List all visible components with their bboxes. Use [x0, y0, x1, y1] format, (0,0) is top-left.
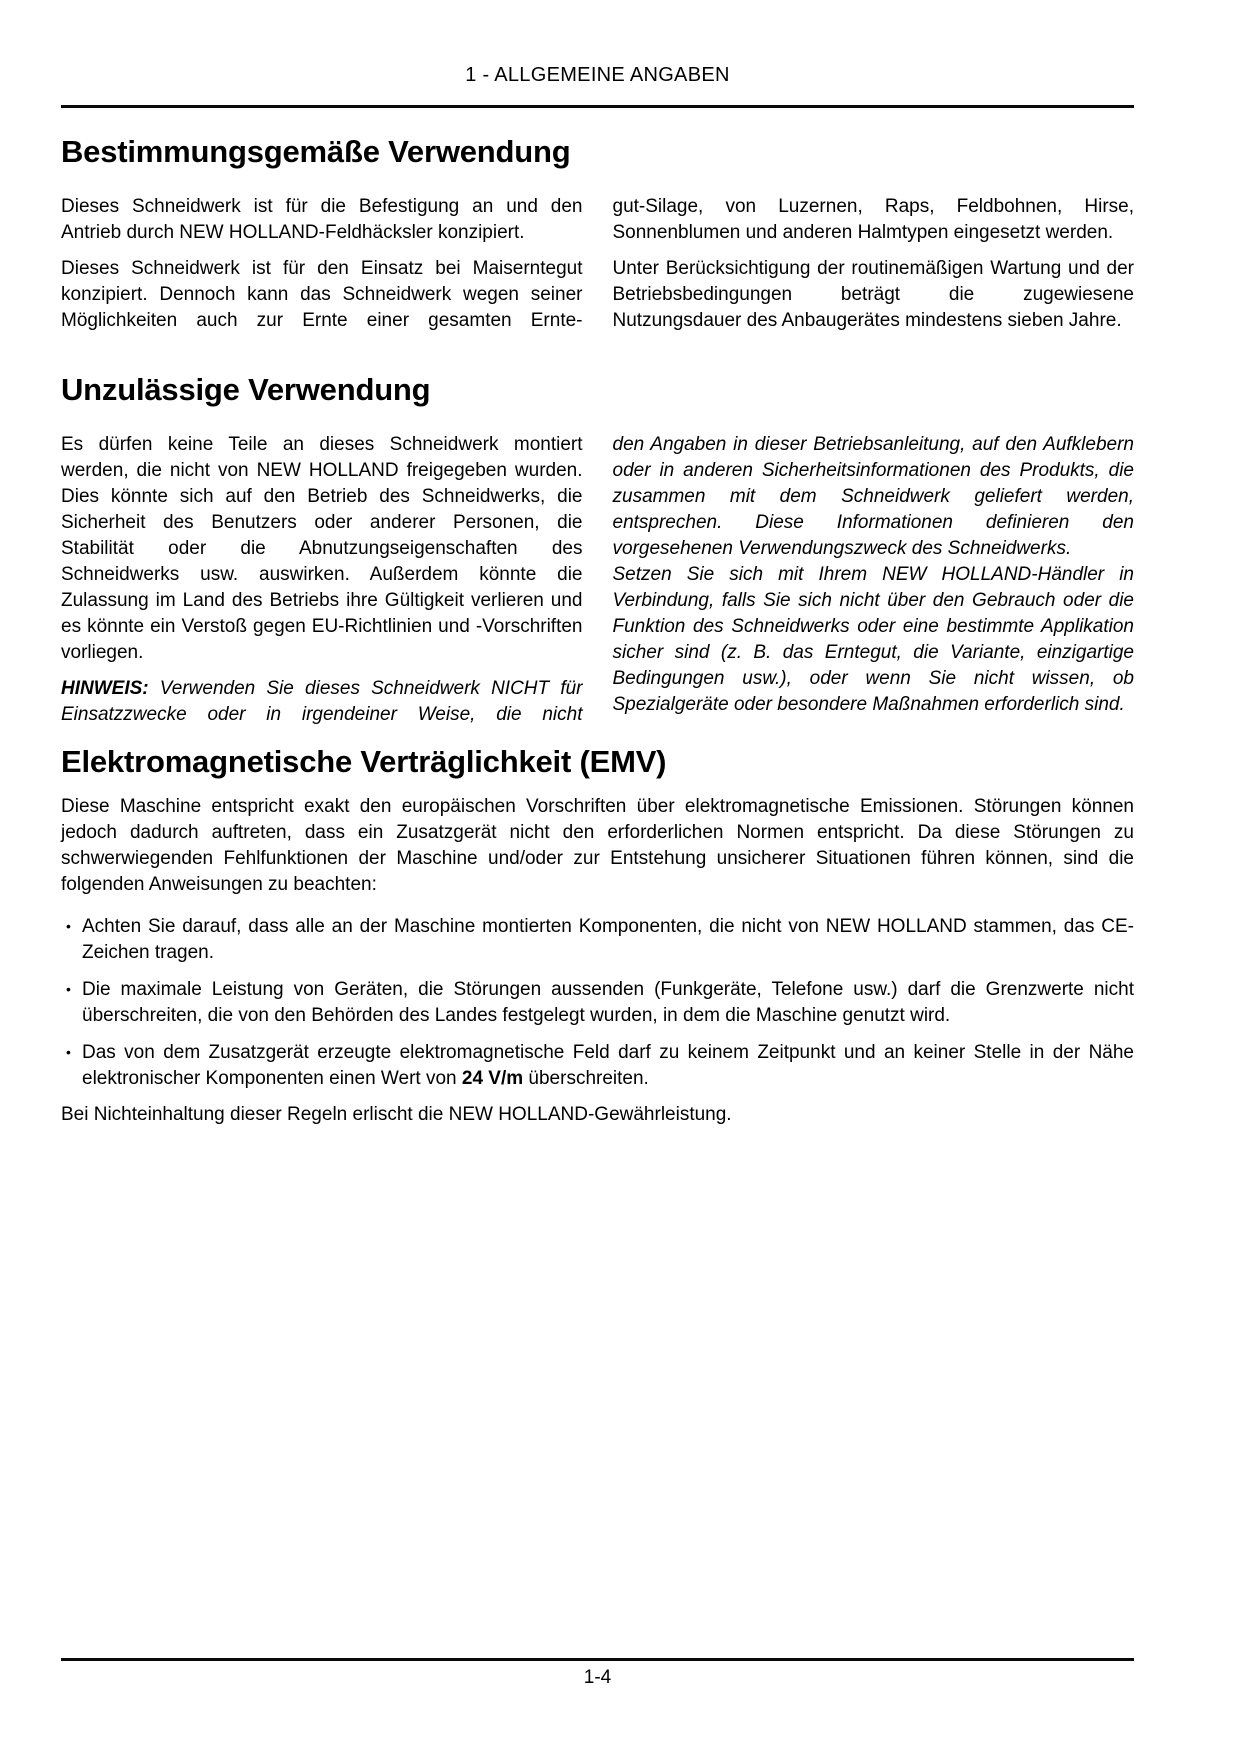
paragraph: Es dürfen keine Teile an dieses Schneidwerk montiert werden, die nicht von NEW HOLLAND freigegeben wurden. Dies könnte sich auf den Betrieb des Schneidwerks, die Sicherheit des Benutzers oder anderer Personen, die Stabilität oder die Abnutzungseigenschaften des Schneidwerks usw. auswirken. Außerdem könnte die Zulassung im Land des Betriebs ihre Gültigkeit verlieren und es könnte ein Verstoß gegen EU-Richtlinien und -Vorschriften vorliegen. [61, 434, 583, 663]
improper-use-right-column [613, 432, 1135, 728]
section-heading-emc: Elektromagnetische Verträglichkeit (EMV) [61, 744, 667, 779]
page-number: 1-4 [583, 1667, 612, 1688]
bullet-marker: • [66, 1044, 71, 1060]
paragraph: den Angaben in dieser Betriebsanleitung, auf den Aufklebern oder in anderen Sicherheitsinformationen des Produkts, die zusammen mit dem Schneidwerk geliefert werden, entsprechen. Diese Informationen definieren den vorgesehenen Verwendungszweck des Schneidwerks. [612, 434, 1134, 559]
note-label: HINWEIS: [61, 678, 149, 699]
paragraph: Dieses Schneidwerk ist für die Befestigung an und den Antrieb durch NEW HOLLAND-Feldhäcksler konzipiert. [61, 196, 583, 243]
emc-limit-value: 24 V/m [461, 1068, 524, 1089]
improper-use-columns [61, 432, 1134, 728]
note-paragraph [61, 676, 583, 728]
header-rule [61, 105, 1134, 108]
bullet-text-after: überschreiten. [523, 1068, 649, 1089]
bullet-item [61, 914, 1134, 966]
emc-closing-paragraph: Bei Nichteinhaltung dieser Regeln erlischt die NEW HOLLAND-Gewährleistung. [61, 1104, 732, 1125]
intended-use-left-column [61, 194, 583, 334]
paragraph: Unter Berücksichtigung der routinemäßigen Wartung und der Betriebsbedingungen beträgt die zugewiesene Nutzungsdauer des Anbaugerätes mindestens sieben Jahre. [612, 258, 1134, 331]
bullet-text-before: Das von dem Zusatzgerät erzeugte elektromagnetische Feld darf zu keinem Zeitpunkt und an keiner Stelle in der Nähe elektronischer Komponenten einen Wert von [82, 1042, 1134, 1089]
intended-use-right-column [613, 194, 1135, 334]
paragraph: gut-Silage, von Luzernen, Raps, Feldbohnen, Hirse, Sonnenblumen und anderen Halmtypen eingesetzt werden. [612, 196, 1134, 243]
section-heading-intended-use: Bestimmungsgemäße Verwendung [61, 134, 571, 169]
page-header [61, 0, 1134, 108]
bullet-item [61, 977, 1134, 1029]
bullet-marker: • [66, 918, 71, 934]
paragraph: Setzen Sie sich mit Ihrem NEW HOLLAND-Händler in Verbindung, falls Sie sich nicht über den Gebrauch oder die Funktion des Schneidwerks oder eine bestimmte Applikation sicher sind (z. B. das Erntegut, die Variante, einzigartige Bedingungen usw.), oder wenn Sie nicht wissen, ob Spezialgeräte oder besondere Maßnahmen erforderlich sind. [612, 564, 1134, 715]
paragraph: Dieses Schneidwerk ist für den Einsatz bei Maiserntegut konzipiert. Dennoch kann das Schneidwerk wegen seiner Möglichkeiten auch zur Ernte einer gesamten Ernte- [61, 258, 583, 331]
bullet-marker: • [66, 981, 71, 997]
bullet-text: Achten Sie darauf, dass alle an der Maschine montierten Komponenten, die nicht von NEW HOLLAND stammen, das CE-Zeichen tragen. [82, 916, 1134, 963]
improper-use-left-column [61, 432, 583, 728]
page-footer [61, 1658, 1134, 1689]
chapter-header: 1 - ALLGEMEINE ANGABEN [465, 64, 730, 86]
bullet-item [61, 1040, 1134, 1092]
section-heading-improper-use: Unzulässige Verwendung [61, 372, 431, 407]
footer-rule [61, 1658, 1134, 1661]
emc-intro-paragraph: Diese Maschine entspricht exakt den europäischen Vorschriften über elektromagnetische Emissionen. Störungen können jedoch dadurch auftreten, dass ein Zusatzgerät nicht den erforderlichen Normen entspricht. Da diese Störungen zu schwerwiegenden Fehlfunktionen der Maschine und/oder zur Entstehung unsicherer Situationen führen können, sind die folgenden Anweisungen zu beachten: [61, 796, 1134, 895]
emc-bullet-list [61, 914, 1134, 1092]
bullet-text: Die maximale Leistung von Geräten, die Störungen aussenden (Funkgeräte, Telefone usw.) darf die Grenzwerte nicht überschreiten, die von den Behörden des Landes festgelegt wurden, in dem die Maschine genutzt wird. [82, 979, 1134, 1026]
note-text: Verwenden Sie dieses Schneidwerk NICHT für Einsatzzwecke oder in irgendeiner Weise, die nicht [61, 678, 583, 725]
bullet-text [82, 1042, 1134, 1089]
intended-use-columns [61, 194, 1134, 334]
